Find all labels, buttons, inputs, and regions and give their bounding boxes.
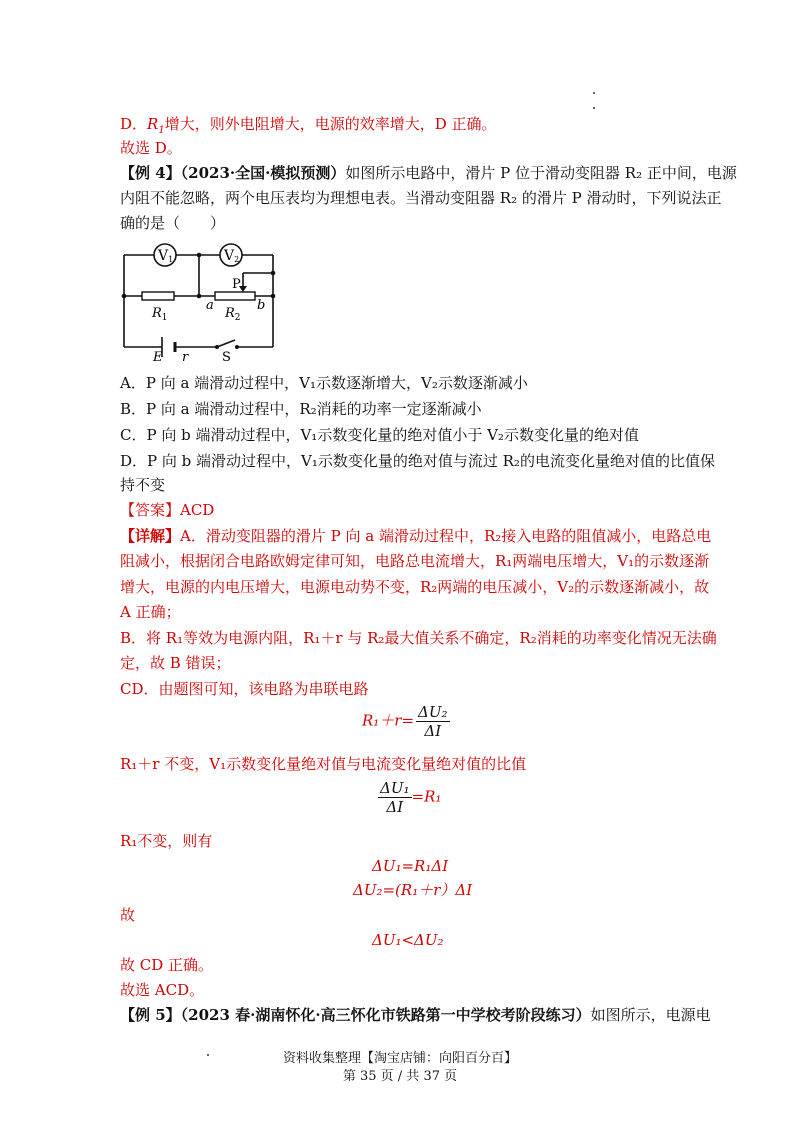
top-choose: 故选 D。	[120, 139, 182, 157]
detail-line11: 故 CD 正确。	[120, 956, 214, 974]
detail-line8: R₁＋r 不变，V₁示数变化量绝对值与电流变化量绝对值的比值	[120, 755, 527, 773]
answer: 【答案】ACD	[120, 501, 215, 519]
option-d-line1: D．P 向 b 端滑动过程中，V₁示数变化量的绝对值与流过 R₂的电流变化量绝对值的比值保	[120, 452, 715, 470]
detail-line3: 增大，电源的内电压增大，电源电动势不变，R₂两端的电压减小，V₂的示数逐渐减小，故	[120, 578, 710, 596]
switch-label: S	[222, 350, 231, 364]
speck	[593, 92, 595, 94]
detail-line7: CD．由题图可知，该电路为串联电路	[120, 680, 369, 698]
slider-label: P	[232, 277, 241, 292]
example5-line1: 【例 5】（2023 春·湖南怀化·高三怀化市铁路第一中学校考阶段练习）如图所示，电源电	[120, 1006, 711, 1024]
detail-line9: R₁不变，则有	[120, 832, 213, 850]
r2-label: $R_2$	[225, 306, 241, 323]
footer-source: 资料收集整理【淘宝店铺：向阳百分百】	[282, 1051, 517, 1066]
end-a-label: a	[206, 298, 214, 313]
internal-resistance-label: r	[182, 350, 189, 364]
circuit-diagram	[118, 236, 283, 364]
detail-line10: 故	[120, 906, 136, 924]
equation-2: $\frac{\text{ΔU₁}}{\Delta I}$ =R₁	[380, 779, 442, 816]
rheostat-r2	[215, 292, 255, 300]
detail-line2: 阻减小，根据闭合电路欧姆定律可知，电路总电流增大，R₁两端电压增大，V₁的示数逐渐	[120, 552, 710, 570]
option-b: B．P 向 a 端滑动过程中，R₂消耗的功率一定逐渐减小	[120, 400, 482, 418]
option-c: C．P 向 b 端滑动过程中，V₁示数变化量的绝对值小于 V₂示数变化量的绝对值	[120, 426, 639, 444]
detail-line6: 定，故 B 错误；	[120, 654, 231, 672]
v2-label: V2	[224, 248, 240, 264]
equation-3: ΔU₁=R₁ΔI	[372, 857, 449, 875]
footer-page-number: 第 35 页 / 共 37 页	[342, 1069, 458, 1084]
detail-line1: 【详解】A．滑动变阻器的滑片 P 向 a 端滑动过程中，R₂接入电路的阻值减小，电路总电	[120, 527, 712, 545]
option-d-line2: 持不变	[120, 476, 166, 494]
top-line-d: D．$R_1$增大，则外电阻增大，电源的效率增大，D 正确。	[120, 115, 497, 136]
r1-label: $R_1$	[152, 306, 168, 323]
speck	[593, 107, 595, 109]
detail-line4: A 正确；	[120, 603, 181, 621]
option-a: A．P 向 a 端滑动过程中，V₁示数逐渐增大，V₂示数逐渐减小	[120, 374, 528, 392]
equation-5: ΔU₁<ΔU₂	[372, 931, 444, 949]
equation-1: R₁＋r= $\frac{\text{ΔU₂}}{\Delta I}$	[362, 703, 448, 740]
example4-line3: 确的是（ ）	[120, 214, 226, 232]
v1-label: V1	[158, 248, 174, 264]
emf-label: E	[153, 350, 163, 364]
detail-line12: 故选 ACD。	[120, 981, 205, 999]
example4-line2: 内阻不能忽略，两个电压表均为理想电表。当滑动变阻器 R₂ 的滑片 P 滑动时，下列说法正	[120, 189, 722, 207]
detail-line5: B．将 R₁等效为电源内阻，R₁＋r 与 R₂最大值关系不确定，R₂消耗的功率变化情况无法确	[120, 629, 717, 647]
resistor-r1	[142, 292, 174, 300]
example4-line1: 【例 4】（2023·全国·模拟预测）如图所示电路中，滑片 P 位于滑动变阻器 R₂ 正中间，电源	[120, 164, 737, 182]
equation-4: ΔU₂=(R₁＋r）ΔI	[353, 881, 473, 899]
end-b-label: b	[257, 298, 266, 313]
